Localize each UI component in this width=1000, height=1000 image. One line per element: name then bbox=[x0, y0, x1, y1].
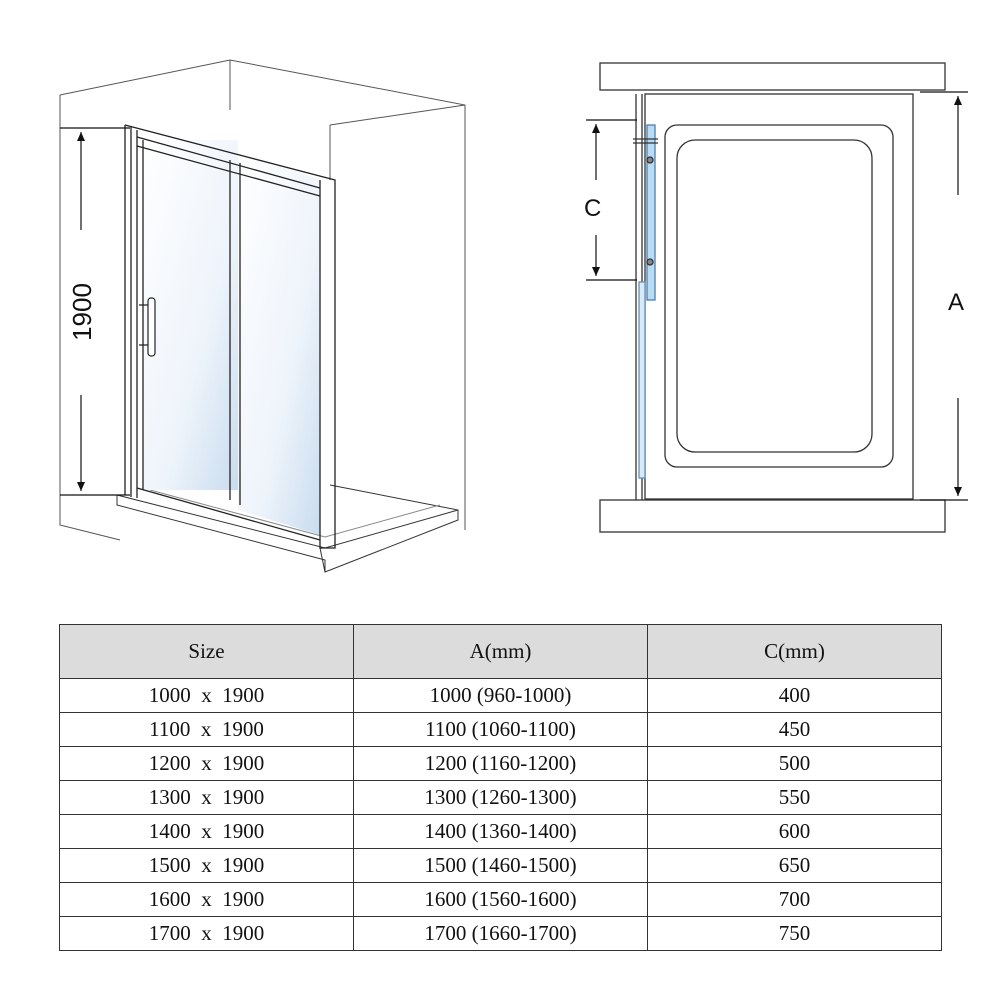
back-glass bbox=[238, 150, 320, 535]
header-c: C(mm) bbox=[648, 625, 942, 679]
isometric-view bbox=[60, 60, 465, 572]
a-cell: 1300 (1260-1300) bbox=[354, 781, 648, 815]
a-cell: 1400 (1360-1400) bbox=[354, 815, 648, 849]
sliding-door-panel bbox=[639, 282, 645, 478]
size-cell: 1200 x 1900 bbox=[60, 747, 354, 781]
size-cell: 1700 x 1900 bbox=[60, 917, 354, 951]
header-size: Size bbox=[60, 625, 354, 679]
table-row bbox=[60, 883, 942, 917]
size-cell: 1600 x 1900 bbox=[60, 883, 354, 917]
table-row bbox=[60, 747, 942, 781]
height-label: 1900 bbox=[67, 283, 97, 341]
a-label: A bbox=[948, 289, 965, 316]
table-row bbox=[60, 917, 942, 951]
roller-top bbox=[647, 157, 653, 163]
size-cell: 1100 x 1900 bbox=[60, 713, 354, 747]
table-header-row bbox=[60, 625, 942, 679]
size-cell: 1300 x 1900 bbox=[60, 781, 354, 815]
plan-view bbox=[586, 63, 968, 532]
a-cell: 1100 (1060-1100) bbox=[354, 713, 648, 747]
table-row bbox=[60, 815, 942, 849]
tray-basin bbox=[677, 140, 872, 452]
size-table bbox=[59, 624, 942, 951]
a-cell: 1200 (1160-1200) bbox=[354, 747, 648, 781]
c-cell: 650 bbox=[648, 849, 942, 883]
a-cell: 1600 (1560-1600) bbox=[354, 883, 648, 917]
a-cell: 1000 (960-1000) bbox=[354, 679, 648, 713]
table-row bbox=[60, 679, 942, 713]
size-cell: 1500 x 1900 bbox=[60, 849, 354, 883]
table-row bbox=[60, 849, 942, 883]
c-cell: 400 bbox=[648, 679, 942, 713]
bottom-wall bbox=[600, 500, 945, 532]
a-cell: 1700 (1660-1700) bbox=[354, 917, 648, 951]
front-glass bbox=[143, 140, 238, 490]
c-cell: 600 bbox=[648, 815, 942, 849]
size-cell: 1000 x 1900 bbox=[60, 679, 354, 713]
c-label: C bbox=[584, 195, 602, 222]
c-cell: 700 bbox=[648, 883, 942, 917]
table-row bbox=[60, 713, 942, 747]
header-a: A(mm) bbox=[354, 625, 648, 679]
c-cell: 450 bbox=[648, 713, 942, 747]
size-cell: 1400 x 1900 bbox=[60, 815, 354, 849]
c-cell: 500 bbox=[648, 747, 942, 781]
c-cell: 550 bbox=[648, 781, 942, 815]
fixed-glass-panel bbox=[647, 125, 655, 300]
tray-inner bbox=[665, 125, 893, 467]
table-row bbox=[60, 781, 942, 815]
top-wall bbox=[600, 63, 945, 90]
tray-outline bbox=[645, 94, 913, 499]
a-cell: 1500 (1460-1500) bbox=[354, 849, 648, 883]
c-cell: 750 bbox=[648, 917, 942, 951]
roller-bottom bbox=[647, 259, 653, 265]
